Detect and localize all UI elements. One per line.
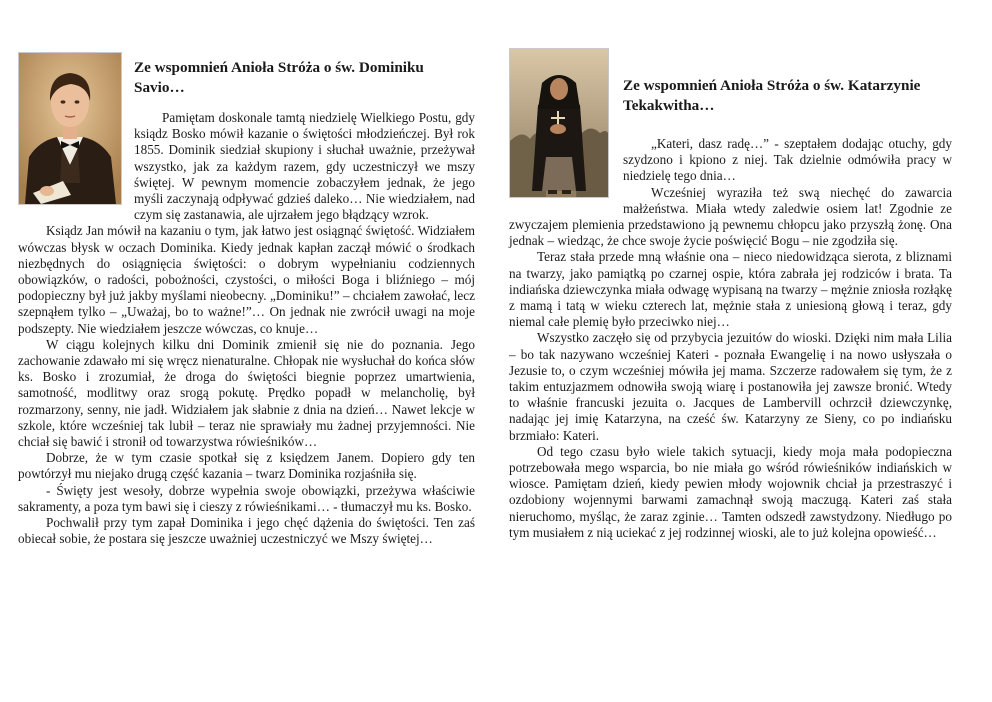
left-paragraph: W ciągu kolejnych kilku dni Dominik zmienił się nie do poznania. Jego zachowanie zdawało mi się wręcz nienaturalne. Chłopak nie wysłuchał do końca słów ks. Bosko i zrozumiał, że droga do świętości biegnie poprzez umartwienia, samotność, modlitwy oraz srogą pokutę. Prędko popadł w melancholię, był rozmarzony, senny, nie jadł. Widziałem jak słabnie z dnia na dzień… Nawet lekcje w szkole, które wcześniej tak lubił – teraz nie sprawiały mu żadnej przyjemności. Nie chciał się bawić i stronił od towarzystwa rówieśników… bbox=[18, 336, 475, 450]
portrait-kateri-tekakwitha bbox=[509, 48, 609, 198]
kateri-tekakwitha-painting bbox=[510, 49, 608, 197]
left-article-title: Ze wspomnień Anioła Stróża o św. Dominiku Savio… bbox=[134, 59, 424, 96]
left-paragraph: Ksiądz Jan mówił na kazaniu o tym, jak łatwo jest osiągnąć świętość. Widziałem wówczas błysk w oczach Dominika. Kiedy jednak kapłan zaczął mówić o środkach niezbędnych do osiągnięcia świętości: o dobrym wypełnianiu codziennych obowiązków, o radości, pobożności, czystości, o miłości Boga i bliźniego – mój podopieczny był już jakby myślami nieobecny. „Dominiku!” – chciałem zawołać, lecz szepnąłem tylko – „Uważaj, bo to ważne!”… On jednak nie zwrócił uwagi na moje podszepty. Nie wiedziałem jeszcze wówczas, co knuje… bbox=[18, 223, 475, 336]
right-paragraph: Od tego czasu było wiele takich sytuacji, kiedy moja mała podopieczna potrzebowała mego wsparcia, bo nie miała go wśród rówieśników indiańskich w wiosce. Pamiętam dzień, kiedy pewien młody wojownik chciał ja przestraszyć i ozdobiony wojennymi barwami zamachnął swoją maczugą. Kateri zaś stała nieruchomo, myśląc, że zaraz zginie… Tamten odszedł zawstydzony. Niedługo po tym musiałem z nią uciekać z jej rodzinnej wioski, ale to już kolejna opowieść… bbox=[509, 443, 952, 540]
right-paragraph: Teraz stała przede mną właśnie ona – nieco niedowidząca sierota, z bliznami na twarzy, jako pamiątką po czarnej ospie, która zabrała jej rodziców i brata. Ta indiańska dziewczynka miała odwagę wypisaną na twarzy – mężnie zniosła rozłąkę z mamą i tatą w wieku czterech lat, mężnie stała z uniesioną głową i teraz, gdy niemal całe plemię było przeciwko niej… bbox=[509, 249, 952, 330]
right-article-title: Ze wspomnień Anioła Stróża o św. Katarzynie Tekakwitha… bbox=[623, 77, 921, 114]
portrait-dominik-savio bbox=[18, 52, 122, 205]
right-paragraph: „Kateri, dasz radę…” - szeptałem dodając otuchy, gdy szydzono i kpiono z niej. Tak dzielnie odmówiła pracy w niedzielę tego dnia… bbox=[623, 136, 952, 184]
left-paragraph: Dobrze, że w tym czasie spotkał się z księdzem Janem. Dopiero gdy ten powtórzył mu niejako drugą część kazania – twarz Dominika rozjaśniła się. bbox=[18, 450, 475, 482]
dominik-savio-painting bbox=[19, 53, 121, 204]
left-paragraph: - Święty jest wesoły, dobrze wypełnia swoje obowiązki, przeżywa właściwie sakramenty, a poza tym bawi się i cieszy z rówieśnikami… - tłumaczył mu ks. Bosko. bbox=[18, 482, 475, 514]
right-paragraph: Wszystko zaczęło się od przybycia jezuitów do wioski. Dzięki nim mała Lilia – bo tak nazywano wcześniej Kateri - poznała Ewangelię i na nowo usłyszała o Jezusie to, o czym wcześniej mówiła jej mama. Szczerze radowałem się tym, że z takim entuzjazmem odnowiła swoją wiarę i postanowiła jej zawsze bronić. Wtedy to właśnie francuski jezuita o. Jacques de Lambervill ochrzcił dziewczynkę, nadając jej imię Katarzyna, na cześć św. Katarzyny ze Sieny, co po indiańsku brzmiało: Kateri. bbox=[509, 330, 952, 443]
right-article bbox=[509, 48, 952, 541]
left-article bbox=[18, 52, 475, 547]
right-paragraph: Wcześniej wyraziła też swą niechęć do zawarcia małżeństwa. Miała wtedy zaledwie osiem lat! Zgodnie ze zwyczajem plemienia przedstawiono ją pewnemu chłopcu jako przyszłą żonę. Ona jednak – wiedząc, że chce swoje życie poświęcić Bogu – nie zgodziła się. bbox=[509, 184, 952, 249]
left-paragraph: Pamiętam doskonale tamtą niedzielę Wielkiego Postu, gdy ksiądz Bosko mówił kazanie o świętości młodzieńczej. Był rok 1855. Dominik siedział skupiony i słuchał uważnie, przeżywał wszystko, jak za każdym razem, gdy uczestniczył we mszy świętej. W pewnym momencie zobaczyłem jednak, że jego myśli zaczynają odpływać gdzieś daleko… Nie wiedziałem, nad czym się zastanawia, ale ujrzałem jego błądzący wzrok. bbox=[134, 110, 475, 223]
left-paragraph: Pochwalił przy tym zapał Dominika i jego chęć dążenia do świętości. Ten zaś obiecał sobie, że postara się jeszcze uważniej uczestniczyć we Mszy świętej… bbox=[18, 515, 475, 547]
